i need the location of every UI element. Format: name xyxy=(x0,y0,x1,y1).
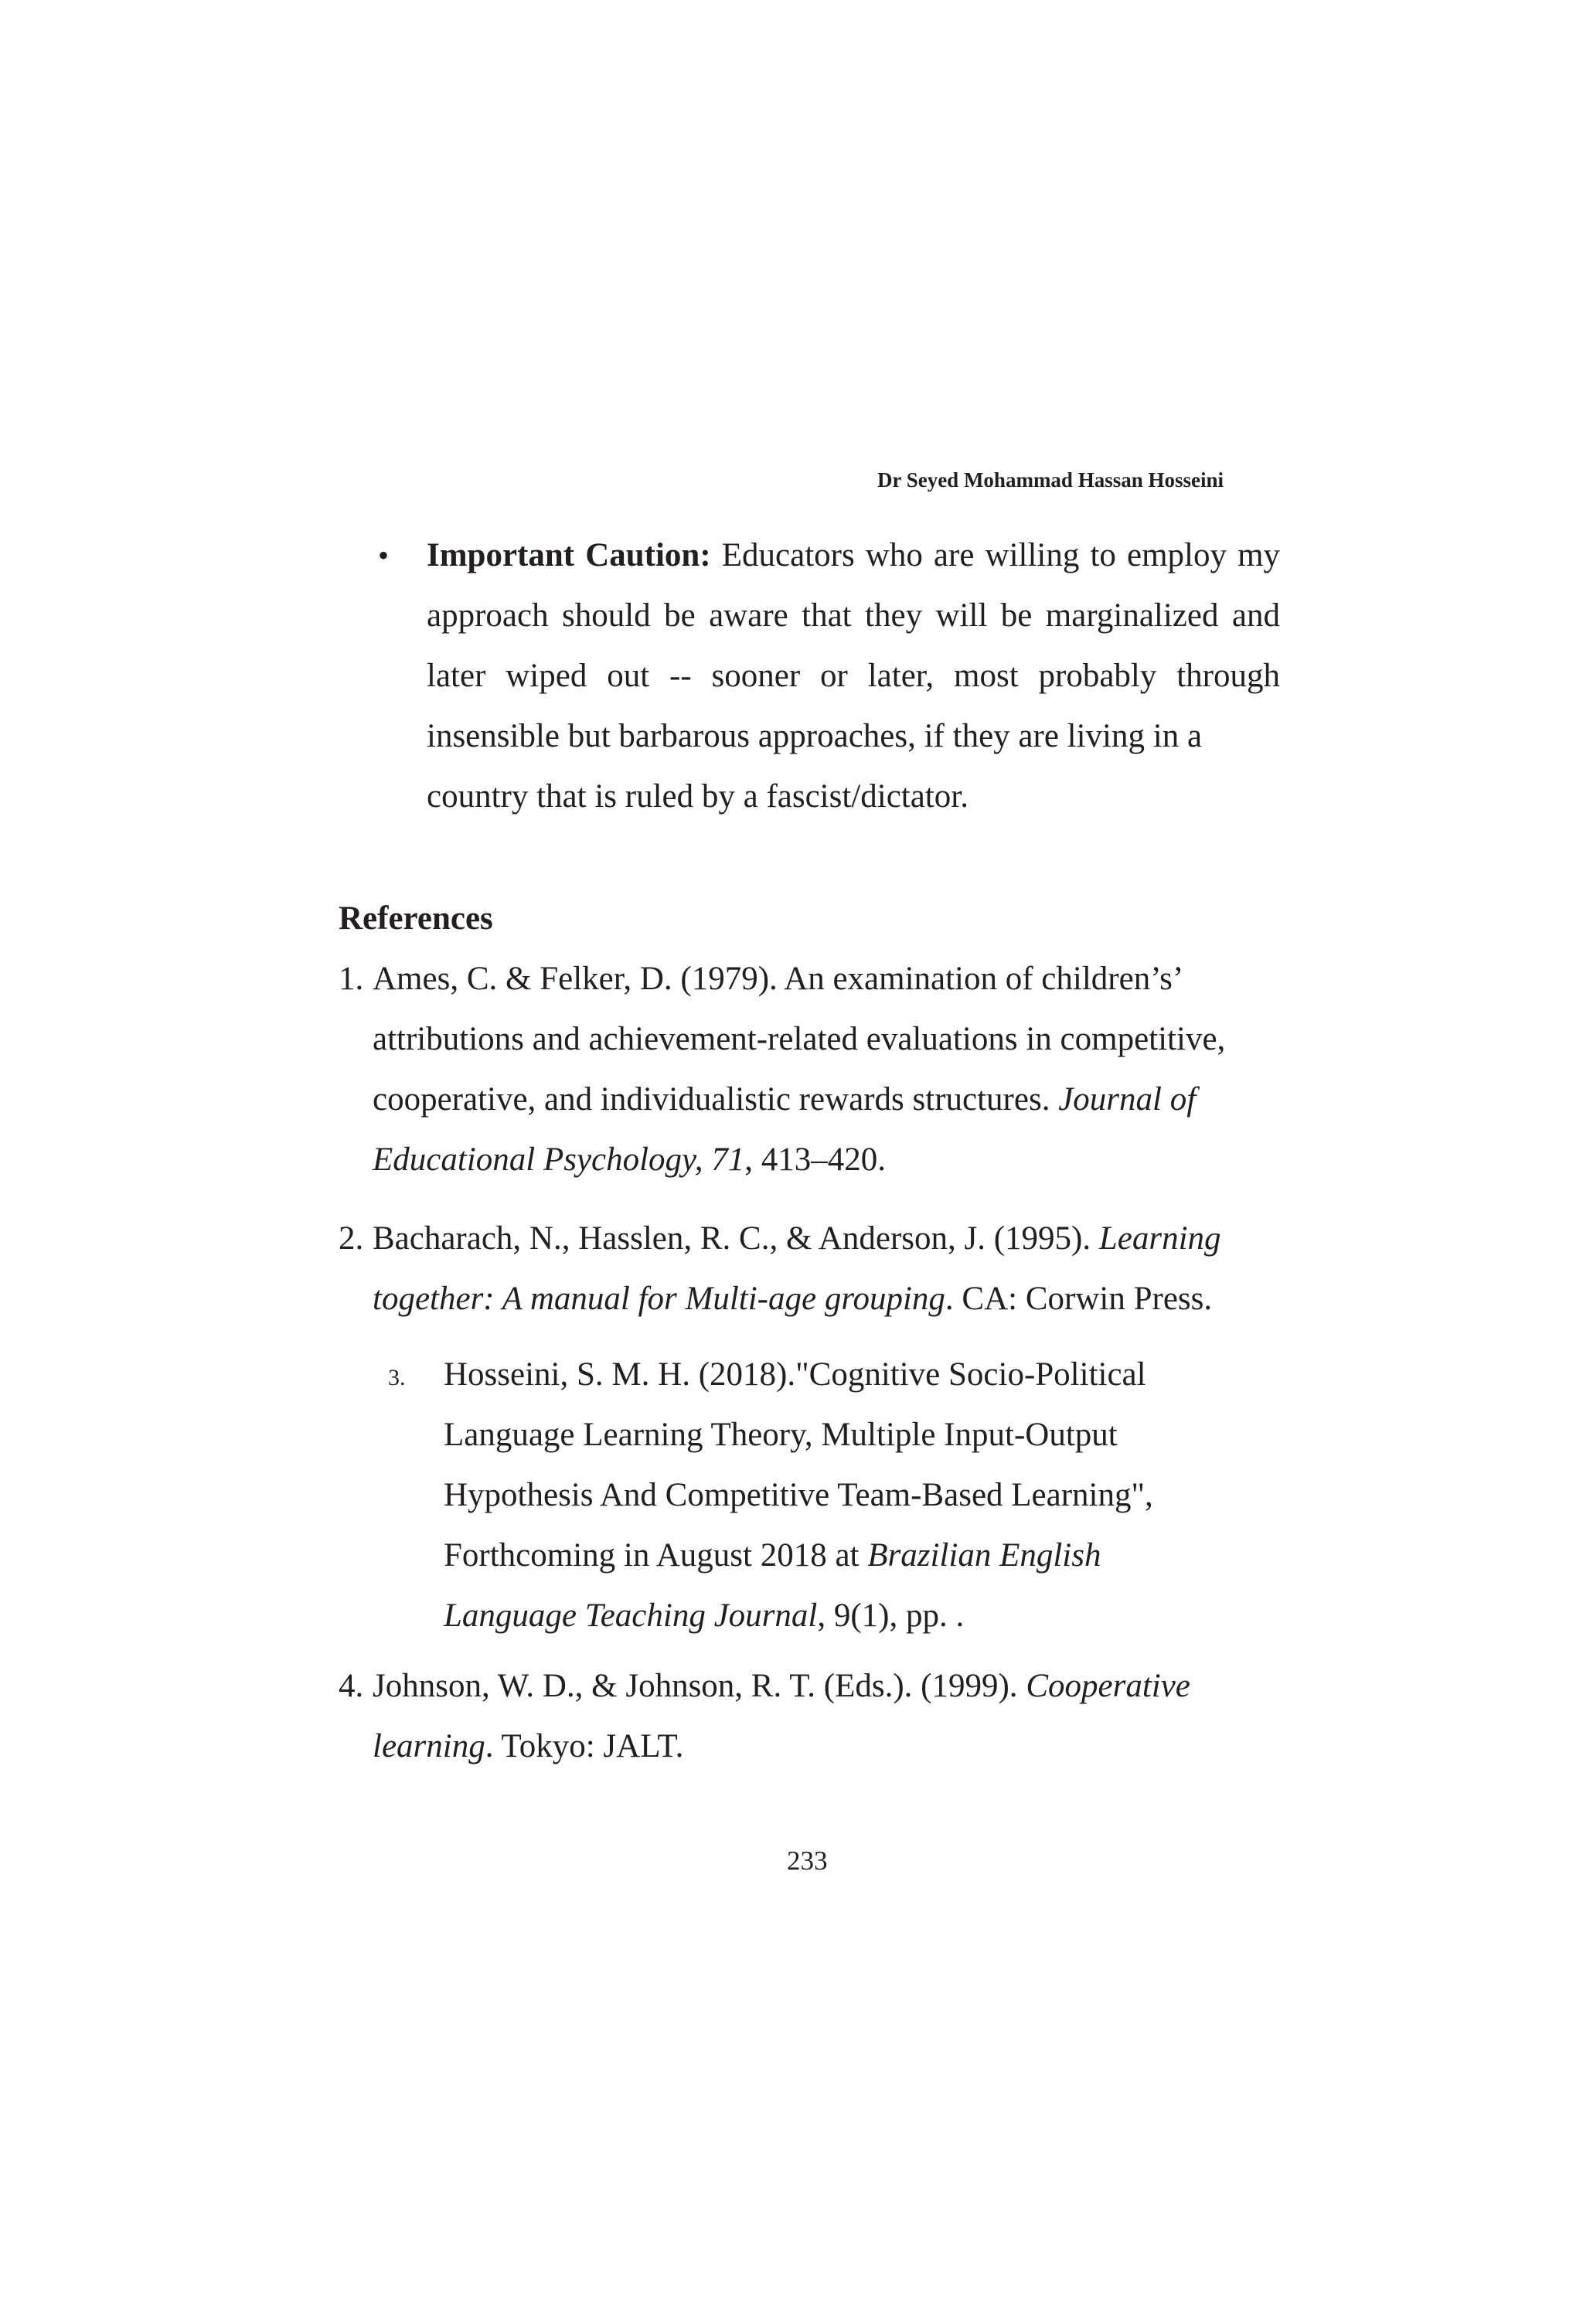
reference-text: , 413–420. xyxy=(744,1142,887,1178)
book-title: learning xyxy=(373,1728,485,1764)
caution-line: my approach should be aware that they will be marginalized xyxy=(427,537,1281,634)
journal-title: Educational Psychology, 71 xyxy=(373,1142,745,1178)
page-number: 233 xyxy=(787,1846,828,1876)
book-title: Cooperative xyxy=(1026,1668,1190,1704)
reference-line: Hosseini, S. M. H. (2018)."Cognitive Socio-Political xyxy=(444,1356,1146,1393)
reference-text: , 9(1), pp. . xyxy=(817,1598,965,1634)
reference-item xyxy=(339,1656,1190,1777)
bullet-icon: • xyxy=(378,538,390,573)
reference-line: Language Learning Theory, Multiple Input-Output xyxy=(444,1417,1118,1453)
journal-title: Brazilian English xyxy=(867,1537,1101,1574)
caution-line: and later wiped out -- sooner or later, most probably through xyxy=(427,597,1280,694)
reference-item xyxy=(388,1345,1153,1646)
reference-text: Johnson, W. D., & Johnson, R. T. (Eds.). (1999). xyxy=(373,1668,1026,1704)
reference-number: 4. xyxy=(339,1668,364,1704)
caution-line: insensible but barbarous approaches, if they are living in a xyxy=(427,718,1203,754)
journal-title: Language Teaching Journal xyxy=(444,1598,818,1634)
reference-line xyxy=(373,1209,1221,1269)
reference-item xyxy=(339,949,1226,1190)
reference-number: 3. xyxy=(388,1365,406,1390)
reference-line xyxy=(444,1526,1153,1586)
reference-line xyxy=(373,1656,1190,1717)
reference-text: . Tokyo: JALT. xyxy=(485,1728,684,1764)
reference-item xyxy=(339,1209,1221,1329)
reference-line xyxy=(373,1717,1190,1777)
reference-number: 1. xyxy=(339,961,364,997)
book-title: Learning xyxy=(1098,1220,1221,1257)
reference-text: . CA: Corwin Press. xyxy=(945,1281,1213,1317)
reference-text: Forthcoming in August 2018 at xyxy=(444,1537,868,1574)
reference-line xyxy=(373,1070,1225,1130)
reference-line xyxy=(373,1130,1225,1190)
caution-line: Educators who are willing to employ xyxy=(710,537,1227,573)
reference-text: cooperative, and individualistic rewards structures. xyxy=(373,1081,1059,1118)
journal-title: Journal of xyxy=(1058,1081,1197,1118)
reference-line: Ames, C. & Felker, D. (1979). An examination of children’s’ xyxy=(373,961,1184,997)
caution-line: country that is ruled by a fascist/dictator. xyxy=(427,778,969,815)
running-head: Dr Seyed Mohammad Hassan Hosseini xyxy=(877,468,1224,492)
reference-line xyxy=(444,1586,1153,1646)
reference-line: Hypothesis And Competitive Team-Based Learning", xyxy=(444,1477,1153,1513)
book-title: together: A manual for Multi-age grouping xyxy=(373,1281,945,1317)
reference-text: Bacharach, N., Hasslen, R. C., & Anderson, J. (1995). xyxy=(373,1220,1099,1257)
reference-line xyxy=(373,1269,1221,1329)
reference-line: attributions and achievement-related evaluations in competitive, xyxy=(373,1021,1226,1057)
caution-label: Important Caution: xyxy=(427,537,711,573)
references-heading: References xyxy=(339,900,493,937)
reference-number: 2. xyxy=(339,1220,364,1257)
important-caution-paragraph xyxy=(378,526,1281,827)
